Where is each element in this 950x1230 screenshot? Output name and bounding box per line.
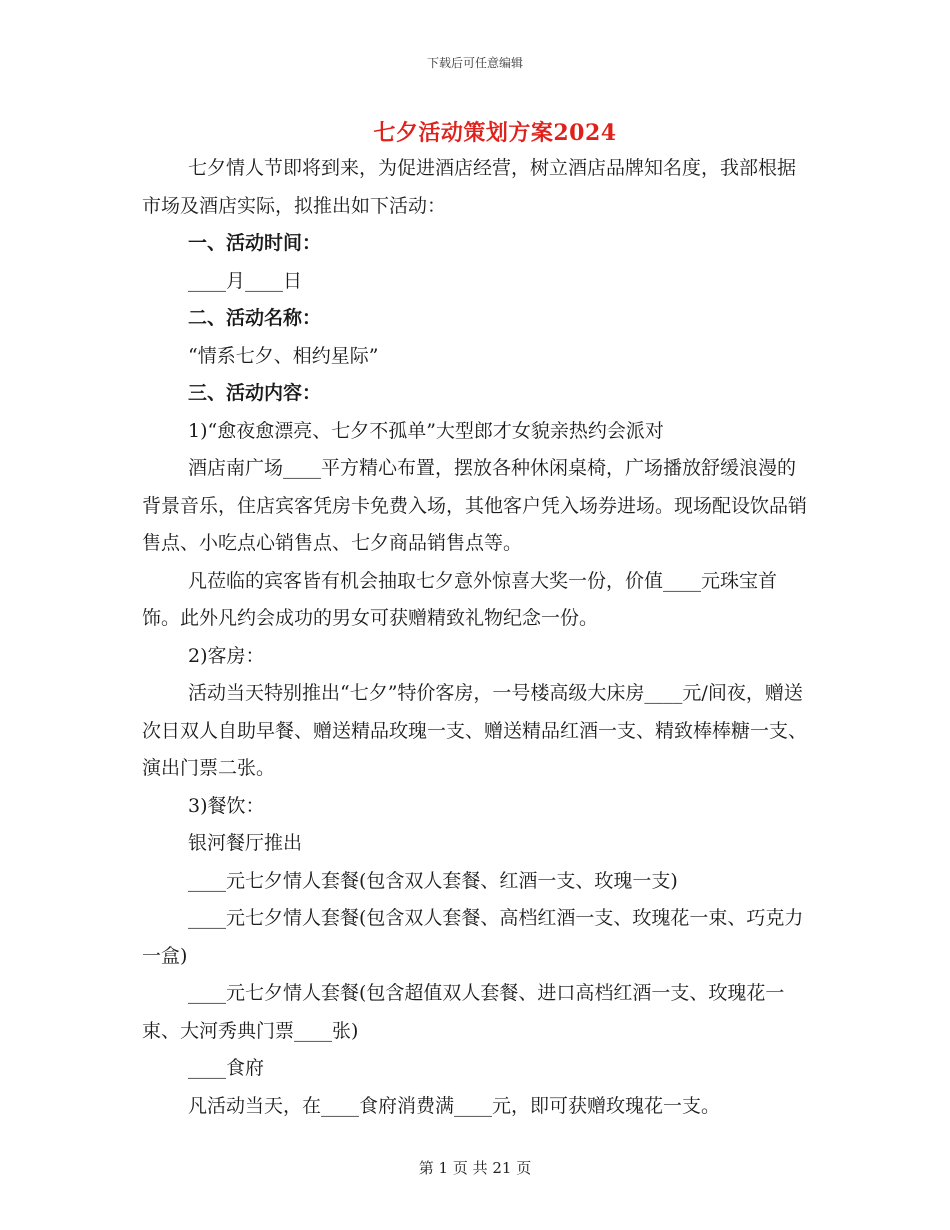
rooms-subheading: 2)客房： bbox=[188, 644, 265, 667]
dining-subheading: 3)餐饮： bbox=[188, 794, 265, 817]
activity-name: “情系七夕、相约星际” bbox=[188, 344, 379, 367]
section-heading-content: 三、活动内容： bbox=[188, 382, 322, 404]
party-details: 酒店南广场____平方精心布置，摆放各种休闲桌椅，广场播放舒缓浪漫的背景音乐，住店宾客凭房卡免费入场，其他客户凭入场券进场。现场配设饮品销售点、小吃点心销售点、七夕商品销售点等。 bbox=[142, 457, 808, 554]
party-subheading: 1)“愈夜愈漂亮、七夕不孤单”大型郎才女貌亲热约会派对 bbox=[188, 419, 664, 442]
set-meal-2: ____元七夕情人套餐(包含双人套餐、高档红酒一支、玫瑰花一束、巧克力一盒) bbox=[142, 907, 804, 967]
document-body bbox=[142, 150, 808, 1125]
set-meal-1: ____元七夕情人套餐(包含双人套餐、红酒一支、玫瑰一支) bbox=[188, 869, 678, 892]
restaurant-intro: 银河餐厅推出 bbox=[188, 832, 303, 854]
food-house-offer: 凡活动当天，在____食府消费满____元，即可获赠玫瑰花一支。 bbox=[188, 1094, 721, 1117]
activity-date: ____月____日 bbox=[188, 269, 303, 292]
prize-details: 凡莅临的宾客皆有机会抽取七夕意外惊喜大奖一份，价值____元珠宝首饰。此外凡约会成功的男女可获赠精致礼物纪念一份。 bbox=[142, 569, 778, 629]
food-house: ____食府 bbox=[188, 1057, 265, 1079]
page-footer: 第 1 页 共 21 页 bbox=[418, 1159, 532, 1177]
document-title: 七夕活动策划方案2024 bbox=[373, 120, 617, 146]
section-heading-name: 二、活动名称： bbox=[188, 307, 322, 329]
header-note: 下载后可任意编辑 bbox=[426, 56, 523, 70]
section-heading-time: 一、活动时间： bbox=[188, 232, 322, 254]
intro-paragraph: 七夕情人节即将到来，为促进酒店经营，树立酒店品牌知名度，我部根据市场及酒店实际，拟推出如下活动： bbox=[142, 157, 797, 217]
rooms-details: 活动当天特别推出“七夕”特价客房，一号楼高级大床房____元/间夜，赠送次日双人自助早餐、赠送精品玫瑰一支、赠送精品红酒一支、精致棒棒糖一支、演出门票二张。 bbox=[142, 682, 808, 779]
set-meal-3: ____元七夕情人套餐(包含超值双人套餐、进口高档红酒一支、玫瑰花一束、大河秀典门票____张) bbox=[142, 982, 785, 1042]
